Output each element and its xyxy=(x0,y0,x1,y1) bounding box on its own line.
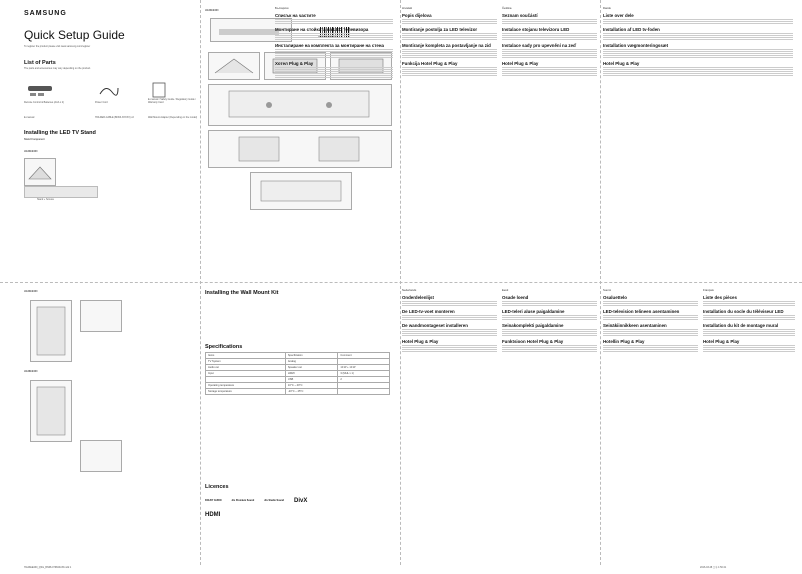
column-bulgarian xyxy=(275,6,393,276)
heading-fi-4: Hotellin Plug & Play xyxy=(603,339,645,344)
part-manuals: E-manual / Safety Guide / Regulatory Guide / Warranty Card xyxy=(148,98,196,105)
part-emanual: E-manual xyxy=(24,116,35,119)
table-row xyxy=(206,389,390,395)
spec-cell: Speaker out xyxy=(285,365,337,371)
heading-fr-4: Hotel Plug & Play xyxy=(703,339,740,344)
heading-nl-2: De LED-tv-voet monteren xyxy=(402,309,455,314)
remote-control-icon xyxy=(26,82,56,98)
spec-col-spec: Specification xyxy=(285,353,337,359)
wall-mount-heading: Installing the Wall Mount Kit xyxy=(205,290,279,296)
part-wall-adapter: Wall Mount Adapter (Depending on the model) xyxy=(148,116,198,119)
manual-icon xyxy=(150,82,170,98)
wall-mount-a-image xyxy=(30,300,72,362)
specifications-heading: Specifications xyxy=(205,344,243,350)
heading-et-3: Seinakomplekti paigaldamine xyxy=(502,323,564,328)
heading-et-4: Funktsioon Hotel Plug & Play xyxy=(502,339,564,344)
column-dutch xyxy=(402,288,497,558)
column-croatian xyxy=(402,6,497,276)
spec-cell: Analog xyxy=(285,359,337,365)
heading-bg-4: Хотел Plug & Play xyxy=(275,61,314,66)
spec-cell: 3 (MHL x 1) xyxy=(338,371,390,377)
tab-croatian: Hrvatski xyxy=(402,6,413,10)
footer-right: 2016-03-28 오후 1:50:41 xyxy=(700,566,727,569)
model-code-top: HG43EE460 xyxy=(205,9,219,12)
spec-cell: USB xyxy=(285,377,337,383)
spec-cell: 10°C ~ 40°C xyxy=(285,383,337,389)
heading-hr-2: Montiranje postolja za LED televizor xyxy=(402,27,478,32)
stand-model-label: HG43EE460 xyxy=(24,150,38,153)
tab-dutch: Nederlands xyxy=(402,288,417,292)
heading-hr-4: Funkcija Hotel Plug & Play xyxy=(402,61,458,66)
heading-da-4: Hotel Plug & Play xyxy=(603,61,640,66)
page-title: Quick Setup Guide xyxy=(24,28,125,42)
wall-mount-a-detail xyxy=(80,300,122,332)
heading-fi-1: Osaluettelo xyxy=(603,295,627,300)
installing-stand-heading: Installing the LED TV Stand xyxy=(24,130,96,136)
column-czech xyxy=(502,6,597,276)
column-danish xyxy=(603,6,793,276)
dts-studio-logo: dts Studio Sound xyxy=(264,499,284,503)
spec-col-items: Items xyxy=(206,353,286,359)
brand-logo: SAMSUNG xyxy=(24,10,67,17)
register-note: To register the product please visit www.samsung.com/register xyxy=(24,45,91,48)
heading-et-2: LED-teleri aluse paigaldamine xyxy=(502,309,565,314)
divx-logo: DivX xyxy=(294,498,308,504)
heading-et-1: Osade loend xyxy=(502,295,529,300)
heading-fi-3: Seinäkiinnikkeen asentaminen xyxy=(603,323,667,328)
heading-da-2: Installation af LED tv-foden xyxy=(603,27,660,32)
stand-label: Stand + Screws xyxy=(37,198,54,201)
part-power-cord: Power Cord xyxy=(95,101,108,104)
dts-premium-logo: dts Premium Sound xyxy=(231,499,255,503)
heading-nl-1: Onderdelenlijst xyxy=(402,295,434,300)
spec-cell: TV System xyxy=(206,359,286,365)
spec-cell: Audio out xyxy=(206,365,286,371)
tab-french: Français xyxy=(703,288,714,292)
tab-czech: Čeština xyxy=(502,6,512,10)
tab-estonian: Eesti xyxy=(502,288,509,292)
licence-logos xyxy=(205,492,395,510)
spec-col-comment: Comment xyxy=(338,353,390,359)
list-of-parts-note: The parts and accessories may vary depending on the product. xyxy=(24,67,91,70)
wall-mount-b-detail xyxy=(80,440,122,472)
spec-cell: 10 W + 10 W xyxy=(338,365,390,371)
heading-fi-2: LED-television telineen asentaminen xyxy=(603,309,680,314)
column-finnish xyxy=(603,288,698,558)
heading-cs-3: Instalace sady pro upevnění na zeď xyxy=(502,43,577,48)
list-of-parts-heading: List of Parts xyxy=(24,60,56,66)
spec-cell: 2 xyxy=(338,377,390,383)
column-estonian xyxy=(502,288,597,558)
heading-cs-1: Seznam součástí xyxy=(502,13,538,18)
spec-cell xyxy=(338,389,390,395)
heading-fr-1: Liste des pièces xyxy=(703,295,737,300)
heading-da-3: Installation vægmonteringssæt xyxy=(603,43,669,48)
spec-cell: Input xyxy=(206,371,286,377)
heading-fr-2: Installation du socle du téléviseur LED xyxy=(703,309,784,314)
tab-finnish: Suomi xyxy=(603,288,611,292)
heading-da-1: Liste over dele xyxy=(603,13,634,18)
stand-component: Stand Component xyxy=(24,138,45,141)
heading-hr-1: Popis dijelova xyxy=(402,13,432,18)
part-holder-cable: HOLDER-CABLE (BN63-XXXXX) x2 xyxy=(95,116,134,119)
hdmi-logo: HDMI xyxy=(205,512,221,518)
stand-label-bar xyxy=(24,186,98,201)
heading-bg-1: Списък на частите xyxy=(275,13,316,18)
heading-fr-3: Installation du kit de montage mural xyxy=(703,323,779,328)
heading-hr-3: Montiranje kompleta za postavljanje na zid xyxy=(402,43,491,48)
licences-heading: Licences xyxy=(205,484,229,490)
heading-nl-3: De wandmontageset installeren xyxy=(402,323,468,328)
wall-model-b: HG48EE460 xyxy=(24,370,38,373)
spec-cell: -20°C ~ 45°C xyxy=(285,389,337,395)
footer-left: HG43EE460_QSG_BN68-07984D-05.indd 1 xyxy=(24,566,72,569)
heading-cs-2: Instalace stojanu televizoru LED xyxy=(502,27,570,32)
tab-danish: Dansk xyxy=(603,6,611,10)
heading-bg-3: Инсталиране на комплекта за монтиране на стена xyxy=(275,43,384,48)
wall-model-a: HG43EE460 xyxy=(24,290,38,293)
heading-bg-2: Монтиране на стойката на LED телевизора xyxy=(275,27,369,32)
power-cord-icon xyxy=(98,82,120,98)
spec-cell: HDMI xyxy=(285,371,337,377)
stand-illustration xyxy=(24,158,56,186)
specifications-table xyxy=(205,352,390,395)
heading-cs-4: Hotel Plug & Play xyxy=(502,61,539,66)
spec-cell: Operating temperature xyxy=(206,383,286,389)
dolby-logo: DOLBY AUDIO xyxy=(205,499,222,503)
heading-nl-4: Hotel Plug & Play xyxy=(402,339,439,344)
wall-mount-b-image xyxy=(30,380,72,442)
tab-bulgarian: Български xyxy=(275,6,289,10)
part-remote: Remote Control & Batteries (AAA x 2) xyxy=(24,101,64,104)
spec-cell: Storage temperature xyxy=(206,389,286,395)
column-french xyxy=(703,288,795,558)
